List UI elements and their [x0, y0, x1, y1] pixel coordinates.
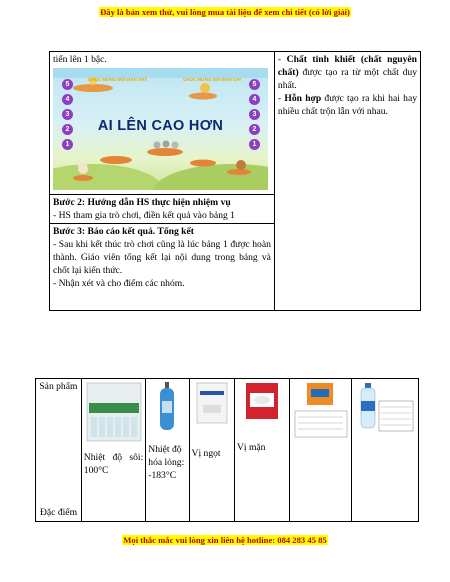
oxygen-feature: Nhiệt độ hóa lỏng: -183°C: [148, 444, 185, 481]
pure-substance-definition: được tạo ra từ một chất duy nhất.: [277, 67, 417, 91]
water-bottle-image: [85, 381, 143, 443]
salt-bag-image: [244, 381, 280, 421]
level-button-2-right[interactable]: 2: [249, 124, 260, 135]
hotline-banner: [0, 535, 450, 545]
feature-label: Đặc điểm: [40, 507, 78, 518]
level-button-2-left[interactable]: 2: [62, 124, 73, 135]
row-label-cell: [36, 379, 82, 522]
knowledge-cell: [274, 52, 420, 311]
product-cell-oxygen: [146, 379, 189, 522]
step2-title: Bước 2: Hướng dẫn HS thực hiện nhiệm vụ: [53, 197, 231, 208]
level-button-4-left[interactable]: 4: [62, 94, 73, 105]
product-cell-water: [81, 379, 145, 522]
product-cell-sugar: [189, 379, 234, 522]
product-cell-mineral-water: [352, 379, 419, 522]
level-button-3-right[interactable]: 3: [249, 109, 260, 120]
game-caption-right: CHÚC MỪNG ĐỘI BẠN CHI: [183, 77, 241, 82]
game-image: [53, 68, 268, 190]
product-table: [35, 378, 419, 522]
step3-cell: [50, 224, 275, 311]
sugar-feature: Vị ngọt: [191, 448, 221, 459]
pure-substance-text: - Chất tinh khiết (chất nguyên chất) được tạo ra từ một chất duy nhất.: [277, 54, 417, 91]
mixture-term: Hỗn hợp: [284, 93, 322, 104]
mixture-definition: được tạo ra khi hai hay nhiều chất trộn lẫn với nhau.: [277, 93, 417, 117]
product-cell-snack: [290, 379, 352, 522]
snack-pack-image: [293, 381, 349, 439]
preview-banner: [0, 7, 450, 17]
step2-cell: [50, 195, 275, 224]
level-button-4-right[interactable]: 4: [249, 94, 260, 105]
water-feature: Nhiệt độ sôi: 100°C: [83, 452, 144, 476]
product-cell-salt: [234, 379, 289, 522]
step3-title: Bước 3: Báo cáo kết quả. Tổng kết: [53, 226, 194, 237]
activity-cell: [50, 52, 275, 195]
game-caption-left: CHÚC MỪNG ĐỘI BẠN THẮ: [88, 77, 148, 82]
lesson-table: [49, 51, 421, 311]
level-button-1-right[interactable]: 1: [249, 139, 260, 150]
game-title: AI LÊN CAO HƠN: [97, 118, 224, 134]
level-button-1-left[interactable]: 1: [62, 139, 73, 150]
mixture-text: - Hỗn hợp được tạo ra khi hai hay nhiều chất trộn lẫn với nhau.: [277, 93, 417, 117]
level-button-5-left[interactable]: 5: [62, 79, 73, 90]
level-button-5-right[interactable]: 5: [249, 79, 260, 90]
level-button-3-left[interactable]: 3: [62, 109, 73, 120]
step3-text-2: - Nhận xét và cho điểm các nhóm.: [53, 278, 185, 289]
sugar-bag-image: [194, 381, 230, 425]
pure-substance-term: Chất tinh khiết (chất nguyên chất): [277, 54, 417, 78]
product-label: Sản phẩm: [39, 381, 78, 392]
preview-banner-text: Đây là bản xem thử, vui lòng mua tài liệu để xem chi tiết (có lời giải): [100, 7, 350, 17]
mineral-water-image: [355, 381, 415, 439]
oxygen-tank-image: [154, 381, 180, 431]
step2-text: - HS tham gia trò chơi, điền kết quả vào bảng 1: [53, 210, 235, 221]
step3-text-1: - Sau khi kết thúc trò chơi cũng là lúc bảng 1 được hoàn thành. Giáo viên tổng kết lại nội dung trong bảng và chốt lại kiến thức.: [53, 239, 271, 276]
salt-feature: Vị mặn: [236, 442, 266, 453]
intro-text: tiến lên 1 bậc.: [53, 54, 107, 65]
hotline-banner-text: Mọi thắc mắc vui lòng xin liên hệ hotline: 084 283 45 85: [123, 535, 327, 545]
